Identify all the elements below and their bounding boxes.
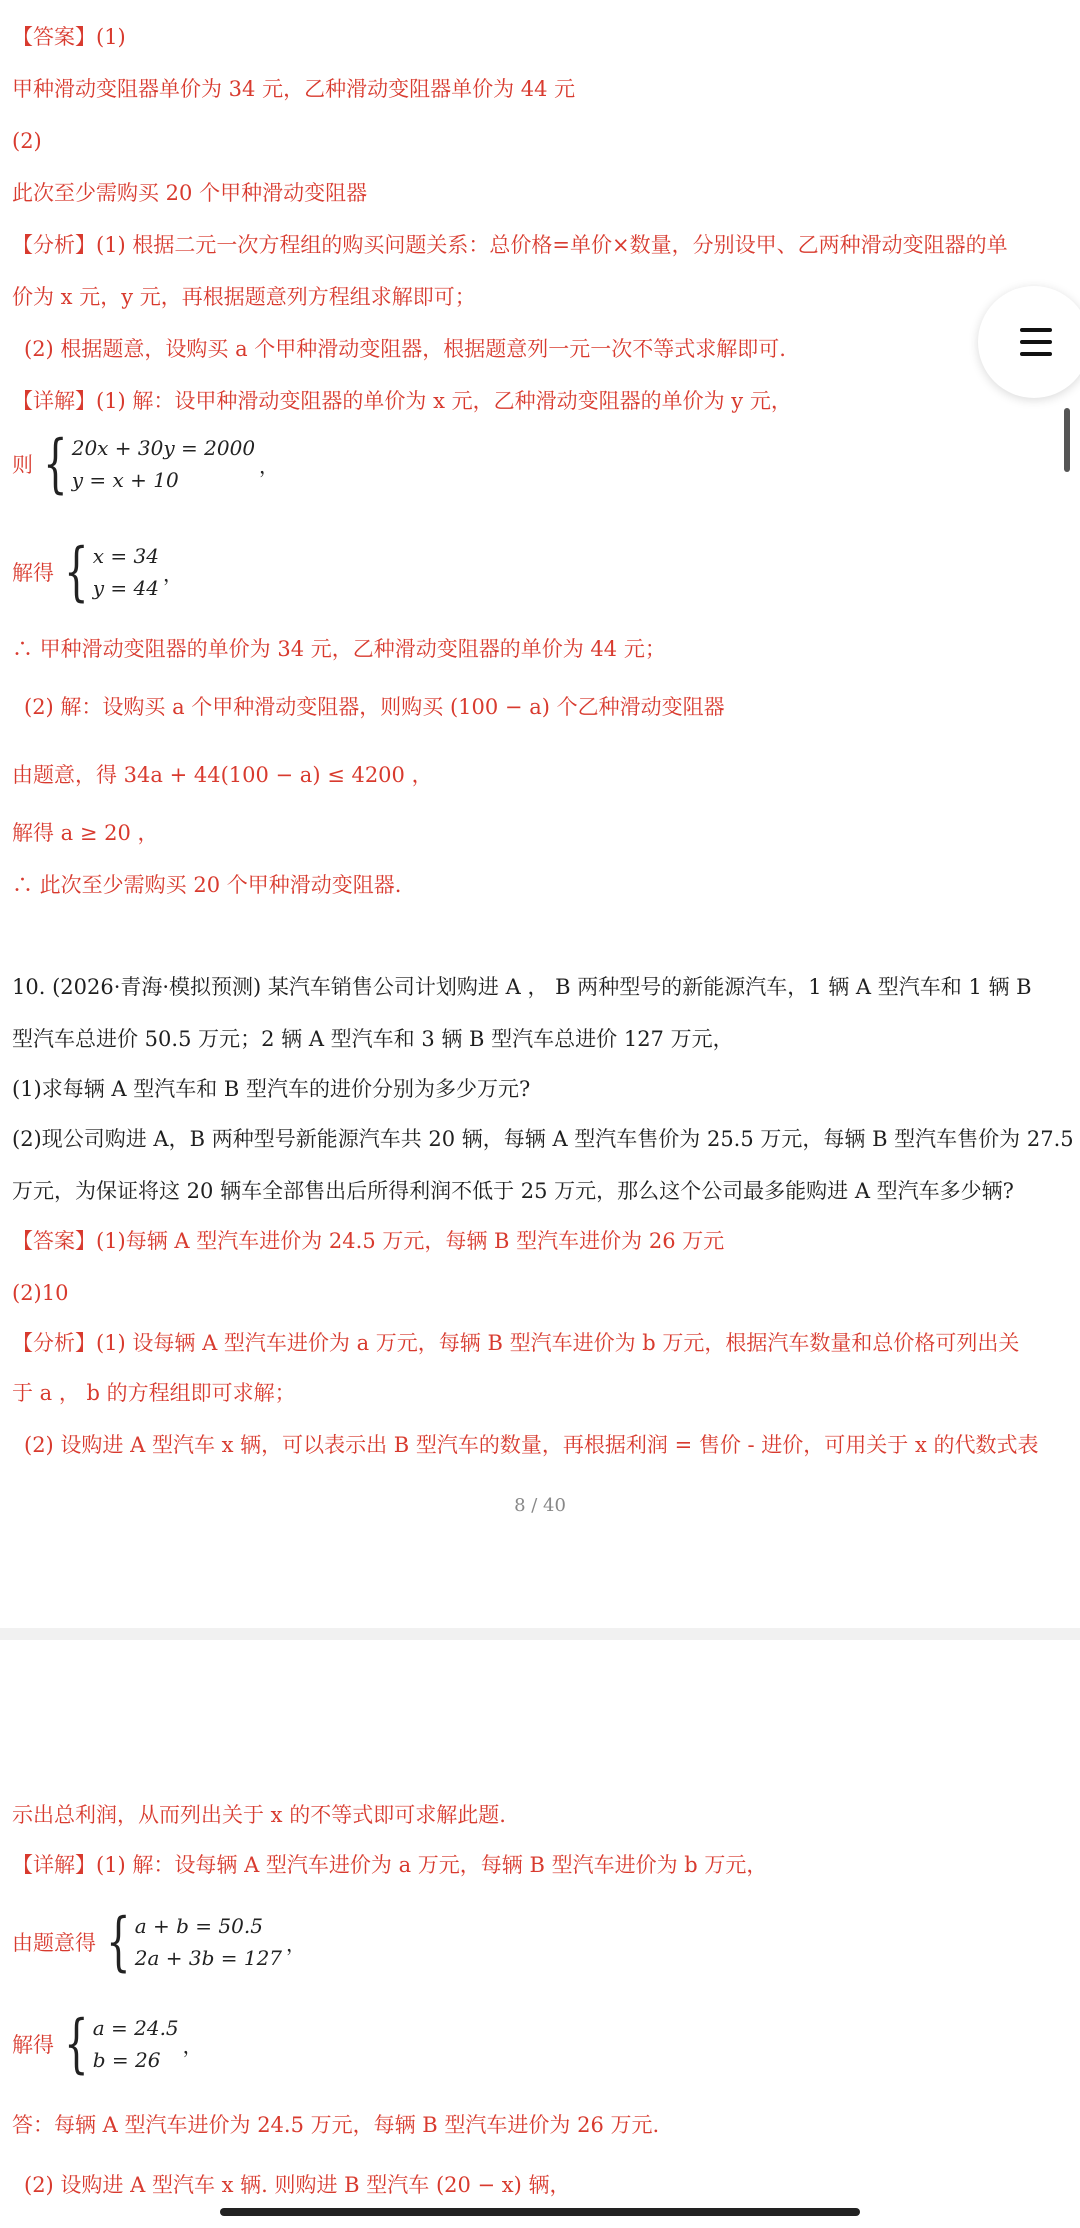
page-separator <box>0 1628 1080 1640</box>
brace-glyph: { <box>64 2007 89 2081</box>
system-suffix: ， <box>286 1931 307 1956</box>
detail-line: (2) 设购进 A 型汽车 x 辆. 则购进 B 型汽车 (20 − x) 辆， <box>24 2173 571 2197</box>
answer-line: 甲种滑动变阻器单价为 34 元，乙种滑动变阻器单价为 44 元 <box>12 77 576 101</box>
equation: a + b = 50.5 <box>134 1914 263 1938</box>
home-indicator[interactable] <box>220 2208 860 2216</box>
equation: x = 34 <box>92 544 159 568</box>
equation: y = 44 <box>92 576 159 600</box>
equation-system <box>12 1905 307 1979</box>
menu-button[interactable] <box>978 286 1080 398</box>
equation-system <box>12 535 183 609</box>
detail-line: (2) 解：设购买 a 个甲种滑动变阻器，则购买 (100 − a) 个乙种滑动变阻器 <box>24 695 725 719</box>
page-number: 8 / 40 <box>514 1495 566 1516</box>
analysis-line: 【分析】(1) 设每辆 A 型汽车进价为 a 万元，每辆 B 型汽车进价为 b 万元，根据汽车数量和总价格可列出关 <box>12 1331 1020 1355</box>
question-line: (2)现公司购进 A，B 两种型号新能源汽车共 20 辆，每辆 A 型汽车售价为 25.5 万元，每辆 B 型汽车售价为 27.5 <box>12 1127 1074 1151</box>
answer-heading: 【答案】(1)每辆 A 型汽车进价为 24.5 万元，每辆 B 型汽车进价为 26 万元 <box>12 1229 725 1253</box>
analysis-line: (2) 设购进 A 型汽车 x 辆，可以表示出 B 型汽车的数量，再根据利润 = 售价 - 进价，可用关于 x 的代数式表 <box>24 1433 1039 1457</box>
equation: b = 26 <box>92 2048 161 2072</box>
analysis-line: 【分析】(1) 根据二元一次方程组的购买问题关系：总价格=单价×数量，分别设甲、乙两种滑动变阻器的单 <box>12 233 1008 257</box>
document-page-9 <box>0 1640 1080 2228</box>
brace-glyph: { <box>43 427 68 501</box>
question-line: (1)求每辆 A 型汽车和 B 型汽车的进价分别为多少万元? <box>12 1077 531 1101</box>
equation: a = 24.5 <box>92 2016 179 2040</box>
detail-line: 【详解】(1) 解：设每辆 A 型汽车进价为 a 万元，每辆 B 型汽车进价为 b 万元， <box>12 1853 768 1877</box>
question-line: 型汽车总进价 50.5 万元；2 辆 A 型汽车和 3 辆 B 型汽车总进价 127 万元， <box>12 1027 734 1051</box>
analysis-line: 价为 x 元，y 元，再根据题意列方程组求解即可； <box>12 285 476 309</box>
detail-line: ∴ 此次至少需购买 20 个甲种滑动变阻器. <box>12 873 402 897</box>
analysis-line: 于 a ， b 的方程组即可求解； <box>12 1381 296 1405</box>
analysis-line: (2) 根据题意，设购买 a 个甲种滑动变阻器，根据题意列一元一次不等式求解即可. <box>24 337 786 361</box>
detail-line: ∴ 甲种滑动变阻器的单价为 34 元，乙种滑动变阻器的单价为 44 元； <box>12 637 666 661</box>
answer-heading: 【答案】(1) <box>12 25 126 49</box>
equation-system <box>12 2007 203 2081</box>
equation: y = x + 10 <box>71 468 179 492</box>
equation: 2a + 3b = 127 <box>134 1946 283 1970</box>
detail-line: 由题意，得 34a + 44(100 − a) ≤ 4200 ， <box>12 763 433 787</box>
equation-system <box>12 427 280 501</box>
hamburger-menu-icon <box>1020 328 1052 364</box>
system-suffix: ， <box>162 561 183 586</box>
answer-part-2: (2)10 <box>12 1281 69 1305</box>
question-line: 万元，为保证将这 20 辆车全部售出后所得利润不低于 25 万元，那么这个公司最多能购进 A 型汽车多少辆? <box>12 1179 1014 1203</box>
brace-glyph: { <box>106 1905 131 1979</box>
analysis-line: 示出总利润，从而列出关于 x 的不等式即可求解此题. <box>12 1803 506 1827</box>
answer-line: 答：每辆 A 型汽车进价为 24.5 万元，每辆 B 型汽车进价为 26 万元. <box>12 2113 660 2137</box>
scrollbar-thumb[interactable] <box>1064 408 1070 472</box>
system-prefix: 则 <box>12 453 33 477</box>
detail-line: 【详解】(1) 解：设甲种滑动变阻器的单价为 x 元，乙种滑动变阻器的单价为 y 元， <box>12 389 792 413</box>
equation: 20x + 30y = 2000 <box>71 436 256 460</box>
question-line: 10. (2026·青海·模拟预测) 某汽车销售公司计划购进 A ， B 两种型号的新能源汽车，1 辆 A 型汽车和 1 辆 B <box>12 975 1032 999</box>
brace-glyph: { <box>64 535 89 609</box>
system-suffix: ， <box>259 453 280 478</box>
answer-line: 此次至少需购买 20 个甲种滑动变阻器 <box>12 181 368 205</box>
detail-line: 解得 a ≥ 20 ， <box>12 821 159 845</box>
system-prefix: 解得 <box>12 561 54 585</box>
system-prefix: 解得 <box>12 2033 54 2057</box>
answer-part-2: (2) <box>12 129 42 153</box>
system-suffix: ， <box>182 2033 203 2058</box>
system-prefix: 由题意得 <box>12 1931 96 1955</box>
